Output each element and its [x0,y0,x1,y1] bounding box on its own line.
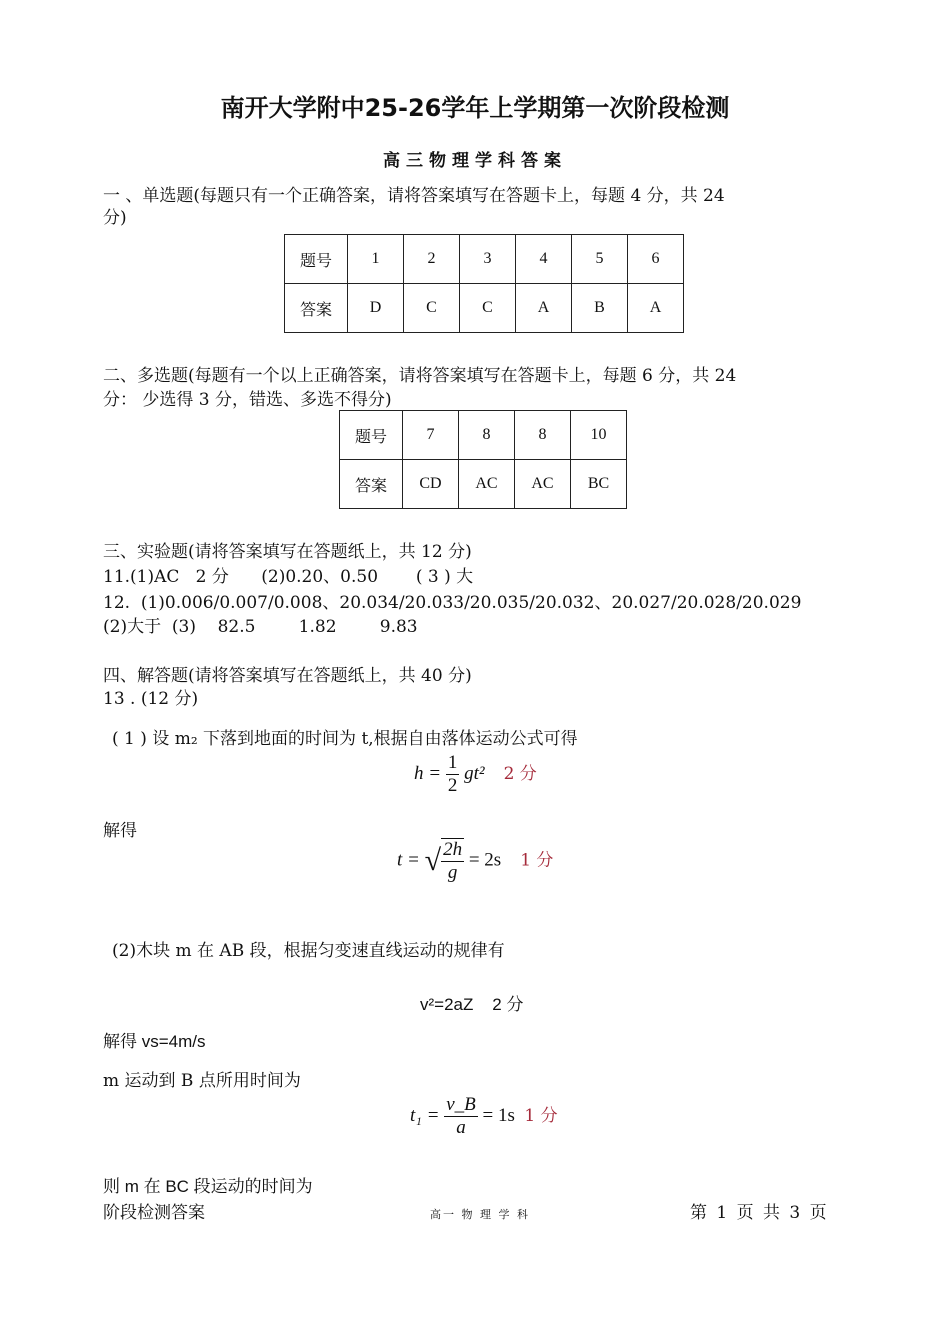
page-title: 南开大学附中25-26学年上学期第一次阶段检测 [220,94,730,122]
eq-num: 1 [447,752,458,773]
bc-time-text: 则 m 在 BC 段运动的时间为 [103,1177,313,1196]
q-num: 8 [459,411,515,460]
q-num: 4 [516,235,572,284]
equation-time: t = √ $\frac{2h}{g}$ = 2s 1 分 [397,839,554,883]
q-num: 8 [515,411,571,460]
answer: A [628,284,684,333]
score: 1 分 [520,850,554,871]
single-choice-table [284,234,684,333]
score: 2 分 [503,763,537,784]
eq-rhs: = 2s [468,849,502,871]
eq-lhs: t₁ = [410,1104,440,1126]
velocity-result: 解得 vs=4m/s [103,1032,206,1051]
q-num: 3 [460,235,516,284]
q13-part1: ( 1 ) 设 m₂ 下落到地面的时间为 t,根据自由落体运动公式可得 [112,729,578,749]
multi-choice-table [339,410,627,509]
eq-rhs: gt² [464,762,485,784]
eq-den: g [447,862,458,883]
answer: D [348,284,404,333]
q-num: 7 [403,411,459,460]
solve-label: 解得 [103,821,137,841]
footer-center: 高一 物 理 学 科 [430,1208,530,1221]
score: 1 分 [524,1105,558,1126]
q11-answer: 11.(1)AC 2 分 (2)0.20、0.50 ( 3 ) 大 [103,567,474,587]
eq-den: a [456,1117,466,1138]
section2-heading-cont: 分： 少选得 3 分，错选、多选不得分) [103,390,392,410]
answer: C [404,284,460,333]
page-subtitle: 高三物理学科答案 [383,151,567,171]
q13-heading: 13 . (12 分) [103,689,199,709]
answer: B [572,284,628,333]
q-num: 2 [404,235,460,284]
q12-answer-a: 12. (1)0.006/0.007/0.008、20.034/20.033/20.035/20.032、20.027/20.028/20.029 [103,593,802,613]
eq-num: 2h [443,839,463,860]
section2-heading: 二、多选题(每题有一个以上正确答案，请将答案填写在答题卡上，每题 6 分，共 24 [103,366,737,386]
time-to-b-text: m 运动到 B 点所用时间为 [103,1071,301,1091]
answer-label: 答案 [285,284,348,333]
q-num: 6 [628,235,684,284]
section3-heading: 三、实验题(请将答案填写在答题纸上，共 12 分) [103,542,472,562]
section1-heading-cont: 分) [103,208,127,228]
q-num: 10 [571,411,627,460]
eq-lhs: t = [397,849,420,871]
equation-free-fall [414,752,537,797]
header-label: 题号 [340,411,403,460]
answer: AC [515,460,571,509]
answer: BC [571,460,627,509]
answer: A [516,284,572,333]
eq-den: 2 [447,775,458,796]
eq-num: v_B [446,1094,476,1115]
equation-t1 [410,1094,558,1139]
q13-part2: (2)木块 m 在 AB 段，根据匀变速直线运动的规律有 [112,941,505,961]
answer: C [460,284,516,333]
page-number: 第 1 页 共 3 页 [690,1203,829,1223]
eq-lhs: h = [414,762,442,784]
footer-left: 阶段检测答案 [103,1203,205,1223]
section1-heading: 一 、单选题(每题只有一个正确答案，请将答案填写在答题卡上，每题 4 分，共 24 [103,186,725,206]
q12-answer-b: (2)大于 (3) 82.5 1.82 9.83 [103,617,418,637]
q-num: 1 [348,235,404,284]
answer-label: 答案 [340,460,403,509]
answer: AC [459,460,515,509]
eq-rhs: = 1s [482,1104,515,1126]
answer: CD [403,460,459,509]
equation-velocity: v²=2aZ 2 分 [420,995,524,1014]
q-num: 5 [572,235,628,284]
section4-heading: 四、解答题(请将答案填写在答题纸上，共 40 分) [103,666,472,686]
header-label: 题号 [285,235,348,284]
